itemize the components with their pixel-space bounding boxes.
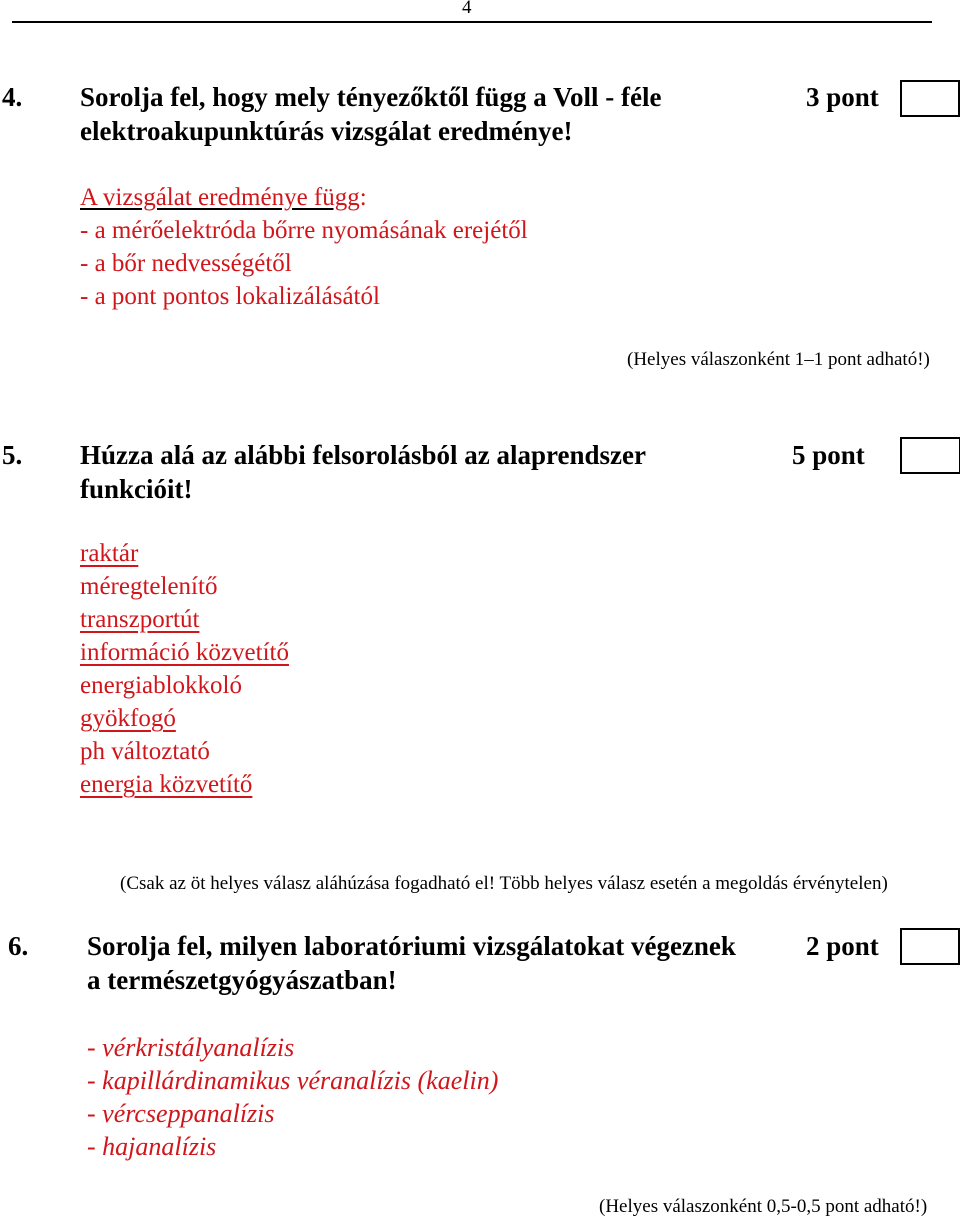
q4-score-box[interactable] — [900, 80, 960, 117]
q5-score-box[interactable] — [900, 437, 960, 474]
q4-answer-1: - a mérőelektróda bőrre nyomásának erejétől — [80, 217, 528, 244]
q5-scoring-note: (Csak az öt helyes válasz aláhúzása fogadható el! Több helyes válasz esetén a megoldás érvénytelen) — [120, 873, 888, 894]
q6-text-line2: a természetgyógyászatban! — [87, 965, 397, 995]
header-rule — [12, 21, 932, 23]
q4-text-line1: Sorolja fel, hogy mely tényezőktől függ a Voll - féle — [80, 82, 662, 112]
q5-text-line2: funkcióit! — [80, 474, 193, 504]
q5-points: 5 pont — [792, 440, 865, 470]
q5-option-energia-kozvetito: energia közvetítő — [80, 771, 253, 798]
q6-answer-2: - kapillárdinamikus véranalízis (kaelin) — [87, 1066, 499, 1095]
q6-number: 6. — [8, 931, 29, 961]
q6-answer-3: - vércseppanalízis — [87, 1099, 275, 1128]
q4-answer-2: - a bőr nedvességétől — [80, 250, 292, 277]
q5-option-transzportut: transzportút — [80, 606, 200, 633]
q6-scoring-note: (Helyes válaszonként 0,5-0,5 pont adható!) — [599, 1196, 928, 1217]
q5-option-energiablokkolo: energiablokkoló — [80, 672, 242, 699]
q6-points: 2 pont — [806, 931, 879, 961]
q4-answer-3: - a pont pontos lokalizálásától — [80, 283, 380, 310]
q5-number: 5. — [2, 440, 23, 470]
q5-text-line1: Húzza alá az alábbi felsorolásból az alaprendszer — [80, 440, 646, 470]
page-number: 4 — [462, 0, 472, 18]
q4-number: 4. — [2, 82, 23, 112]
q4-scoring-note: (Helyes válaszonként 1–1 pont adható!) — [627, 349, 930, 370]
q6-text-line1: Sorolja fel, milyen laboratóriumi vizsgálatokat végeznek — [87, 931, 736, 961]
q6-answer-4: - hajanalízis — [87, 1132, 217, 1161]
q5-option-meregtelenito: méregtelenítő — [80, 573, 218, 600]
q6-answer-1: - vérkristályanalízis — [87, 1033, 295, 1062]
q4-answer-heading: A vizsgálat eredménye függ: — [80, 184, 367, 211]
q6-score-box[interactable] — [900, 928, 960, 965]
q5-option-ph-valtoztato: ph változtató — [80, 738, 210, 765]
q5-option-gyokfogo: gyökfogó — [80, 705, 176, 732]
q5-option-informacio-kozvetito: információ közvetítő — [80, 639, 289, 666]
q4-points: 3 pont — [806, 82, 879, 112]
q5-option-raktar: raktár — [80, 540, 139, 567]
q4-text-line2: elektroakupunktúrás vizsgálat eredménye! — [80, 116, 573, 146]
